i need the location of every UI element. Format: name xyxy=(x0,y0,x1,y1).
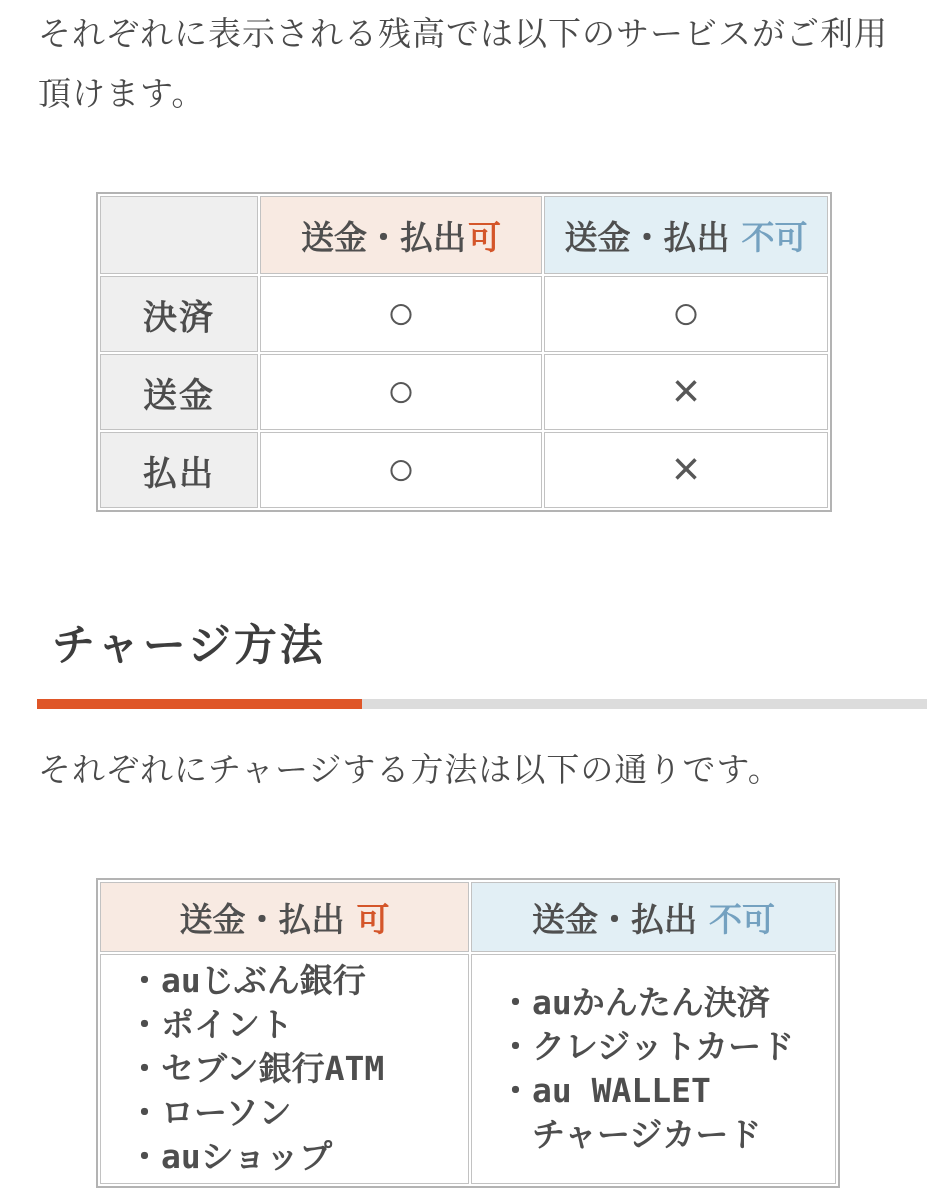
list-item: ・au WALLET xyxy=(499,1071,711,1110)
list-item: ・ローソン xyxy=(128,1093,292,1132)
balance-header-ng-label: 送金・払出 xyxy=(564,218,730,256)
charge-header-ng-label: 送金・払出 xyxy=(532,900,697,938)
withdrawal-ng-mark: × xyxy=(544,432,828,508)
balance-row-withdrawal xyxy=(100,432,828,508)
heading-underline xyxy=(37,699,927,709)
balance-header-ng-cell xyxy=(544,196,828,274)
charge-header-ng-accent: 不可 xyxy=(709,900,775,938)
balance-row-transfer xyxy=(100,354,828,430)
list-item: ・セブン銀行ATM xyxy=(128,1049,385,1088)
charge-header-ok-cell xyxy=(100,882,469,952)
balance-header-ok-accent: 可 xyxy=(468,218,501,256)
balance-header-ng-accent: 不可 xyxy=(741,218,808,256)
balance-corner-cell xyxy=(100,196,258,274)
charge-header-ok-label: 送金・払出 xyxy=(179,900,345,938)
list-item: ・ポイント xyxy=(128,1005,293,1044)
balance-row-payment xyxy=(100,276,828,352)
balance-table-header-row xyxy=(100,196,828,274)
payment-ng-mark: ○ xyxy=(544,276,828,352)
charge-header-ok-accent: 可 xyxy=(356,900,390,938)
balance-header-ok-cell xyxy=(260,196,542,274)
list-item: チャージカード xyxy=(499,1115,762,1154)
transfer-ok-mark: ○ xyxy=(260,354,542,430)
list-item: ・auじぶん銀行 xyxy=(128,961,366,1000)
charge-ng-cell xyxy=(471,954,836,1184)
withdrawal-ok-mark: ○ xyxy=(260,432,542,508)
charge-table-header-row xyxy=(100,882,836,952)
list-item: ・クレジットカード xyxy=(499,1027,795,1066)
list-item: ・auかんたん決済 xyxy=(499,983,770,1022)
charge-ok-list xyxy=(102,959,467,1179)
charge-header-ng-cell xyxy=(471,882,836,952)
charge-ok-cell xyxy=(100,954,469,1184)
charge-ng-list xyxy=(473,981,834,1157)
section-heading-charge-method: チャージ方法 xyxy=(52,622,326,670)
balance-header-ok-label: 送金・払出 xyxy=(301,218,466,256)
heading-underline-accent xyxy=(37,699,362,709)
list-item: ・auショップ xyxy=(128,1137,333,1176)
row-label-payment: 決済 xyxy=(100,276,258,352)
charge-intro-paragraph: それぞれにチャージする方法は以下の通りです。 xyxy=(38,751,782,788)
charge-table-body-row xyxy=(100,954,836,1184)
charge-method-table xyxy=(96,878,840,1188)
row-label-withdrawal: 払出 xyxy=(100,432,258,508)
payment-ok-mark: ○ xyxy=(260,276,542,352)
row-label-transfer: 送金 xyxy=(100,354,258,430)
intro-paragraph: それぞれに表示される残高では以下のサービスがご利用頂けます。 xyxy=(38,15,888,112)
balance-service-table xyxy=(96,192,832,512)
transfer-ng-mark: × xyxy=(544,354,828,430)
